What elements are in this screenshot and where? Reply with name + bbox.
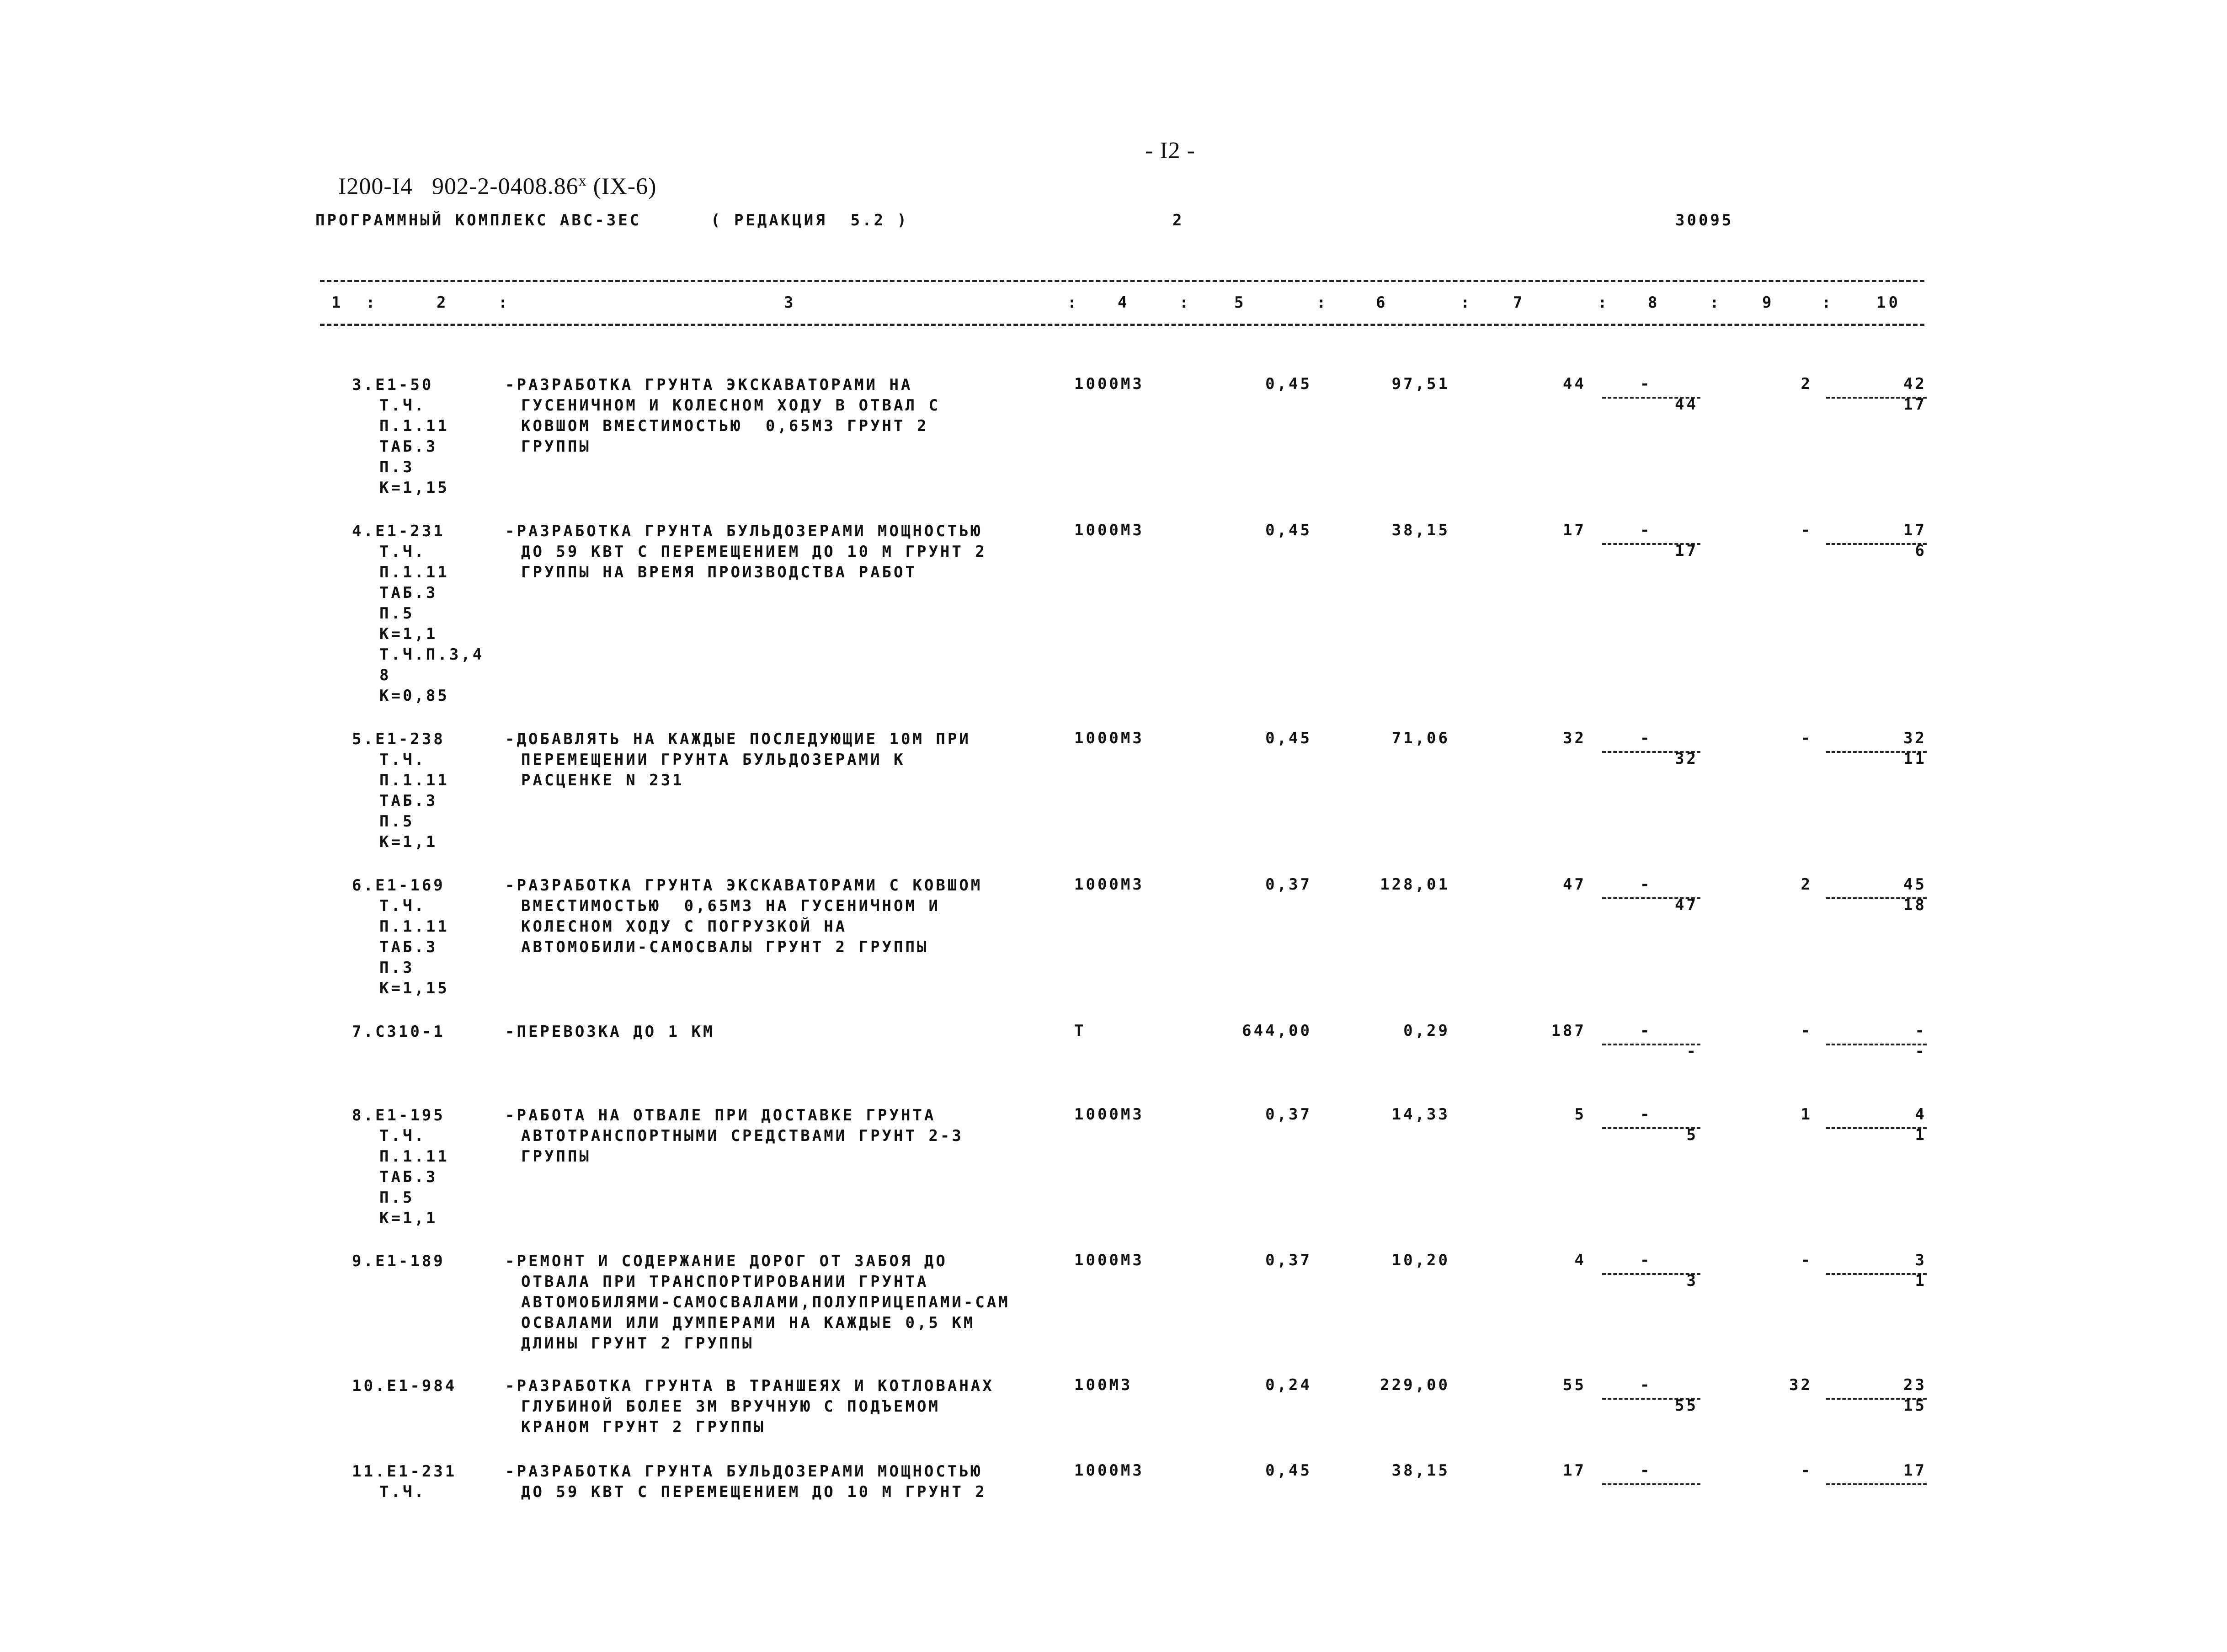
row-unit: Т (1074, 1022, 1086, 1040)
row-code: 5.Е1-238 (352, 730, 445, 748)
column-separator: : (1316, 293, 1329, 312)
row-quantity: 644,00 (1242, 1022, 1312, 1040)
row-col8-bottom: 47 (1675, 896, 1698, 914)
row-code-note: П.5 (379, 812, 415, 831)
row-code-note: П.1.11 (379, 563, 449, 581)
table-top-rule (320, 280, 1924, 282)
row-code-note: ТАБ.3 (379, 1168, 438, 1186)
doc-left-code: I200-I4 (338, 173, 413, 200)
row-description-line: КОВШОМ ВМЕСТИМОСТЬЮ 0,65М3 ГРУНТ 2 (521, 417, 929, 435)
row-total-cost: 4 (1574, 1251, 1586, 1269)
row-description-line: АВТОТРАНСПОРТНЫМИ СРЕДСТВАМИ ГРУНТ 2-3 (521, 1127, 964, 1145)
row-description-line: ДЛИНЫ ГРУНТ 2 ГРУППЫ (521, 1334, 754, 1353)
code-number: 30095 (1675, 211, 1734, 229)
row-col10-bottom: 15 (1903, 1396, 1927, 1415)
row-col8-bottom: 3 (1686, 1272, 1698, 1290)
row-description-line: ДО 59 КВТ С ПЕРЕМЕЩЕНИЕМ ДО 10 М ГРУНТ 2 (521, 1483, 987, 1501)
row-code: 10.Е1-984 (352, 1377, 457, 1395)
column-separator: : (366, 293, 378, 312)
row-unit-price: 97,51 (1391, 375, 1450, 393)
row-code-note: ТАБ.3 (379, 938, 438, 956)
row-code: 7.С310-1 (352, 1023, 445, 1041)
row-description-line: ГЛУБИНОЙ БОЛЕЕ 3М ВРУЧНУЮ С ПОДЪЕМОМ (521, 1397, 940, 1416)
row-description-line: РАСЦЕНКЕ N 231 (521, 771, 684, 789)
row-total-cost: 32 (1563, 729, 1586, 747)
row-col9: - (1801, 729, 1812, 747)
row-unit: 1000М3 (1074, 875, 1144, 894)
row-description-line: -РЕМОНТ И СОДЕРЖАНИЕ ДОРОГ ОТ ЗАБОЯ ДО (505, 1252, 948, 1270)
row-code-note: Т.Ч. (379, 751, 426, 769)
row-description-line: АВТОМОБИЛИ-САМОСВАЛЫ ГРУНТ 2 ГРУППЫ (521, 938, 929, 956)
column-header-1: 1 (331, 293, 344, 312)
row-total-cost: 17 (1563, 521, 1586, 539)
row-col10-divider (1826, 1127, 1927, 1129)
row-description-line: -РАЗРАБОТКА ГРУНТА БУЛЬДОЗЕРАМИ МОЩНОСТЬЮ (505, 1462, 983, 1481)
row-col10-bottom: - (1915, 1042, 1927, 1060)
row-col10-bottom: 11 (1903, 750, 1927, 768)
row-col8-top: - (1640, 1022, 1652, 1040)
row-col10-divider (1826, 1044, 1927, 1045)
row-col9: 2 (1801, 875, 1812, 894)
row-col9: - (1801, 1251, 1812, 1269)
row-description-line: ПЕРЕМЕЩЕНИИ ГРУНТА БУЛЬДОЗЕРАМИ К (521, 751, 906, 769)
column-header-9: 9 (1762, 293, 1774, 312)
row-col10-bottom: 6 (1915, 542, 1927, 560)
row-total-cost: 5 (1574, 1105, 1586, 1124)
row-unit-price: 229,00 (1380, 1376, 1450, 1394)
row-total-cost: 17 (1563, 1461, 1586, 1480)
row-unit: 1000М3 (1074, 1105, 1144, 1124)
row-total-cost: 55 (1563, 1376, 1586, 1394)
doc-project-code: 902-2-0408.86 (432, 173, 579, 200)
row-unit: 1000М3 (1074, 729, 1144, 747)
row-description-line: АВТОМОБИЛЯМИ-САМОСВАЛАМИ,ПОЛУПРИЦЕПАМИ-САМ (521, 1293, 1010, 1311)
row-code-note: К=1,15 (379, 979, 449, 997)
column-header-2: 2 (437, 293, 449, 312)
row-code-note: ТАБ.3 (379, 792, 438, 810)
row-col8-top: - (1640, 1376, 1652, 1394)
program-edition: ( РЕДАКЦИЯ 5.2 ) (711, 211, 909, 229)
row-code: 4.Е1-231 (352, 522, 445, 540)
row-quantity: 0,45 (1265, 1461, 1312, 1480)
column-header-10: 10 (1876, 293, 1901, 312)
row-code-note: ТАБ.3 (379, 584, 438, 602)
row-quantity: 0,37 (1265, 1105, 1312, 1124)
row-col10-divider (1826, 1273, 1927, 1275)
row-description-line: -ДОБАВЛЯТЬ НА КАЖДЫЕ ПОСЛЕДУЮЩИЕ 10М ПРИ (505, 730, 971, 748)
row-code: 9.Е1-189 (352, 1252, 445, 1270)
row-description-line: ГРУППЫ НА ВРЕМЯ ПРОИЗВОДСТВА РАБОТ (521, 563, 917, 581)
row-description-line: ОСВАЛАМИ ИЛИ ДУМПЕРАМИ НА КАЖДЫЕ 0,5 КМ (521, 1314, 975, 1332)
row-col8-bottom: 32 (1675, 750, 1698, 768)
row-col8-top: - (1640, 521, 1652, 539)
row-unit-price: 14,33 (1391, 1105, 1450, 1124)
row-col10-top: 45 (1903, 875, 1927, 894)
row-col8-bottom: 17 (1675, 542, 1698, 560)
row-description-line: ОТВАЛА ПРИ ТРАНСПОРТИРОВАНИИ ГРУНТА (521, 1273, 929, 1291)
row-code: 11.Е1-231 (352, 1462, 457, 1481)
row-code-note: 8 (379, 666, 391, 684)
row-unit-price: 38,15 (1391, 521, 1450, 539)
column-header-6: 6 (1376, 293, 1388, 312)
row-col9: - (1801, 1461, 1812, 1480)
document-header (325, 145, 656, 200)
row-col10-top: 32 (1903, 729, 1927, 747)
row-col8-top: - (1640, 1251, 1652, 1269)
row-code-note: Т.Ч. (379, 897, 426, 915)
row-description-line: ДО 59 КВТ С ПЕРЕМЕЩЕНИЕМ ДО 10 М ГРУНТ 2 (521, 543, 987, 561)
column-separator: : (498, 293, 511, 312)
row-description-line: -РАБОТА НА ОТВАЛЕ ПРИ ДОСТАВКЕ ГРУНТА (505, 1106, 936, 1124)
row-description-line: ГРУППЫ (521, 437, 591, 456)
row-col10-bottom: 1 (1915, 1272, 1927, 1290)
row-code-note: П.5 (379, 1188, 415, 1207)
row-col10-bottom: 1 (1915, 1126, 1927, 1144)
row-code-note: К=1,15 (379, 479, 449, 497)
row-code: 3.Е1-50 (352, 376, 434, 394)
row-code-note: П.3 (379, 959, 415, 977)
row-unit: 1000М3 (1074, 1251, 1144, 1269)
row-col10-top: 17 (1903, 521, 1927, 539)
row-description-line: ГУСЕНИЧНОМ И КОЛЕСНОМ ХОДУ В ОТВАЛ С (521, 396, 940, 415)
row-code-note: Т.Ч. (379, 1127, 426, 1145)
row-description-line: -РАЗРАБОТКА ГРУНТА ЭКСКАВАТОРАМИ С КОВШОМ (505, 876, 983, 895)
column-separator: : (1822, 293, 1834, 312)
row-code: 6.Е1-169 (352, 876, 445, 895)
row-unit: 1000М3 (1074, 521, 1144, 539)
row-unit-price: 10,20 (1391, 1251, 1450, 1269)
row-code-note: П.1.11 (379, 917, 449, 936)
column-header-7: 7 (1513, 293, 1525, 312)
row-unit: 1000М3 (1074, 375, 1144, 393)
row-col8-bottom: 5 (1686, 1126, 1698, 1144)
row-code-note: Т.Ч. (379, 396, 426, 415)
row-unit-price: 38,15 (1391, 1461, 1450, 1480)
row-unit-price: 0,29 (1403, 1022, 1450, 1040)
row-col8-divider (1602, 1127, 1700, 1129)
row-quantity: 0,24 (1265, 1376, 1312, 1394)
row-code-note: П.1.11 (379, 771, 449, 789)
column-separator: : (1460, 293, 1473, 312)
row-col9: - (1801, 521, 1812, 539)
row-unit: 100М3 (1074, 1376, 1133, 1394)
column-header-5: 5 (1234, 293, 1247, 312)
row-col8-bottom: - (1686, 1042, 1698, 1060)
row-col8-top: - (1640, 375, 1652, 393)
row-code-note: П.5 (379, 604, 415, 623)
column-separator: : (1598, 293, 1610, 312)
row-code-note: Т.Ч.П.3,4 (379, 645, 485, 664)
column-separator: : (1067, 293, 1080, 312)
row-col8-top: - (1640, 729, 1652, 747)
row-description-line: -ПЕРЕВОЗКА ДО 1 КМ (505, 1023, 715, 1041)
row-col10-bottom: 18 (1903, 896, 1927, 914)
row-col8-top: - (1640, 1461, 1652, 1480)
row-col10-divider (1826, 1483, 1927, 1485)
row-col9: 2 (1801, 375, 1812, 393)
row-code-note: ТАБ.3 (379, 437, 438, 456)
row-col9: - (1801, 1022, 1812, 1040)
row-code: 8.Е1-195 (352, 1106, 445, 1124)
row-quantity: 0,45 (1265, 729, 1312, 747)
table-header-rule (320, 324, 1924, 326)
row-code-note: П.1.11 (379, 1147, 449, 1166)
row-total-cost: 44 (1563, 375, 1586, 393)
program-title: ПРОГРАММНЫЙ КОМПЛЕКС АВС-ЗЕС (315, 211, 642, 229)
row-col10-top: 23 (1903, 1376, 1927, 1394)
row-col9: 1 (1801, 1105, 1812, 1124)
row-description-line: ГРУППЫ (521, 1147, 591, 1166)
column-header-3: 3 (784, 293, 796, 312)
row-code-note: П.3 (379, 458, 415, 476)
row-quantity: 0,37 (1265, 875, 1312, 894)
row-description-line: -РАЗРАБОТКА ГРУНТА В ТРАНШЕЯХ И КОТЛОВАНАХ (505, 1377, 994, 1395)
column-header-4: 4 (1118, 293, 1130, 312)
column-header-8: 8 (1648, 293, 1660, 312)
row-col10-divider (1826, 543, 1927, 545)
row-quantity: 0,37 (1265, 1251, 1312, 1269)
column-separator: : (1179, 293, 1192, 312)
row-quantity: 0,45 (1265, 521, 1312, 539)
row-description-line: ВМЕСТИМОСТЬЮ 0,65М3 НА ГУСЕНИЧНОМ И (521, 897, 940, 915)
column-separator: : (1710, 293, 1722, 312)
row-col10-top: 42 (1903, 375, 1927, 393)
row-quantity: 0,45 (1265, 375, 1312, 393)
doc-superscript: x (578, 172, 587, 189)
row-col8-top: - (1640, 1105, 1652, 1124)
row-col8-bottom: 44 (1675, 395, 1698, 414)
row-description-line: -РАЗРАБОТКА ГРУНТА БУЛЬДОЗЕРАМИ МОЩНОСТЬЮ (505, 522, 983, 540)
row-col9: 32 (1789, 1376, 1812, 1394)
row-unit: 1000М3 (1074, 1461, 1144, 1480)
row-code-note: К=1,1 (379, 1209, 438, 1227)
row-code-note: П.1.11 (379, 417, 449, 435)
row-total-cost: 47 (1563, 875, 1586, 894)
row-col10-top: - (1915, 1022, 1927, 1040)
row-description-line: КОЛЕСНОМ ХОДУ С ПОГРУЗКОЙ НА (521, 917, 847, 936)
row-code-note: К=1,1 (379, 625, 438, 643)
row-col8-divider (1602, 1044, 1700, 1045)
row-col8-bottom: 55 (1675, 1396, 1698, 1415)
row-col8-top: - (1640, 875, 1652, 894)
row-code-note: К=0,85 (379, 687, 449, 705)
sheet-number: 2 (1172, 211, 1184, 229)
doc-series: (IX-6) (593, 173, 657, 200)
row-col10-top: 17 (1903, 1461, 1927, 1480)
row-col8-divider (1602, 1483, 1700, 1485)
page-number: - I2 - (1145, 138, 1195, 164)
row-description-line: -РАЗРАБОТКА ГРУНТА ЭКСКАВАТОРАМИ НА (505, 376, 913, 394)
row-code-note: Т.Ч. (379, 1483, 426, 1501)
row-unit-price: 128,01 (1380, 875, 1450, 894)
row-col10-top: 3 (1915, 1251, 1927, 1269)
row-unit-price: 71,06 (1391, 729, 1450, 747)
row-col10-top: 4 (1915, 1105, 1927, 1124)
row-code-note: К=1,1 (379, 833, 438, 851)
row-col8-divider (1602, 1273, 1700, 1275)
row-col10-bottom: 17 (1903, 395, 1927, 414)
row-code-note: Т.Ч. (379, 543, 426, 561)
row-total-cost: 187 (1551, 1022, 1586, 1040)
row-description-line: КРАНОМ ГРУНТ 2 ГРУППЫ (521, 1418, 766, 1436)
